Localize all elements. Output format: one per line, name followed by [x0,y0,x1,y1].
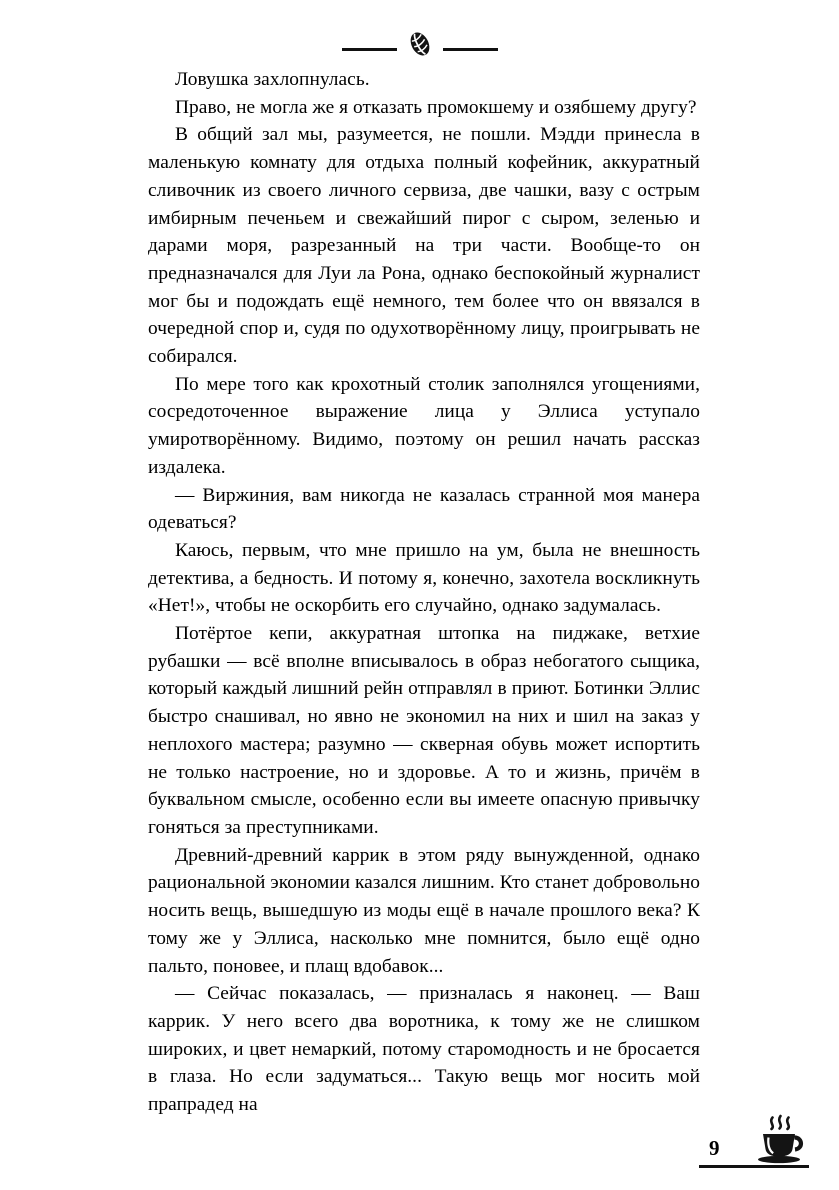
paragraph: Потёртое кепи, аккуратная штопка на пиджаке, ветхие рубашки — всё вполне вписывалось в образ небогатого сыщика, который каждый лишний рейн отправлял в приют. Ботинки Эллис быстро снашивал, но явно не экономил на них и шил на заказ у неплохого мастера; разумно — скверная обувь может испортить не только настроение, но и здоровье. А то и жизнь, причём в буквальном смысле, особенно если вы имеете опасную привычку гоняться за преступниками. [148,623,700,838]
ornament-rule-right [443,48,498,51]
footer-rule [699,1165,809,1168]
paragraph: Древний-древний каррик в этом ряду вынужденной, однако рациональной экономии казался лишним. Кто станет добровольно носить вещь, вышедшую из моды ещё в начале прошлого века? К тому же у Эллиса, насколько мне помнится, было ещё одно пальто, поновее, и плащ вдобавок... [148,844,700,977]
paragraph: По мере того как крохотный столик заполнялся угощениями, сосредоточенное выражение лица у Эллиса уступало умиротворённому. Видимо, поэтому он решил начать рассказ издалека. [148,373,700,478]
paragraph: Каюсь, первым, что мне пришло на ум, была не внешность детектива, а бедность. И потому я, конечно, захотела воскликнуть «Нет!», чтобы не оскорбить его случайно, однако задумалась. [148,539,700,617]
page-number: 9 [709,1136,720,1160]
paragraph: В общий зал мы, разумеется, не пошли. Мэдди принесла в маленькую комнату для отдыха полный кофейник, аккуратный сливочник из своего личного сервиза, две чашки, вазу с острым имбирным печеньем и свежайший пирог с сыром, зеленью и дарами моря, разрезанный на три части. Вообще-то он предназначался для Луи ла Рона, однако беспокойный журналист мог бы и подождать ещё немного, тем более что он ввязался в очередной спор и, судя по одухотворённому лицу, проигрывать не собирался. [148,124,700,368]
coffee-bean-icon [403,27,437,61]
body-text [148,66,700,1119]
coffee-cup-icon [751,1113,807,1167]
paragraph: — Сейчас показалась, — призналась я наконец. — Ваш каррик. У него всего два воротника, к тому же не слишком широких, и цвет немаркий, потому старомодность и не бросается в глаза. Но если задуматься... Такую вещь мог носить мой прапрадед на [148,983,700,1116]
paragraph: Ловушка захлопнулась. [175,69,370,90]
paragraph: Право, не могла же я отказать промокшему и озябшему другу? [175,96,697,118]
paragraph: — Виржиния, вам никогда не казалась странной моя манера одеваться? [148,484,700,534]
header-ornament [0,26,839,62]
ornament-rule-left [342,48,397,51]
page-footer [699,1127,809,1187]
